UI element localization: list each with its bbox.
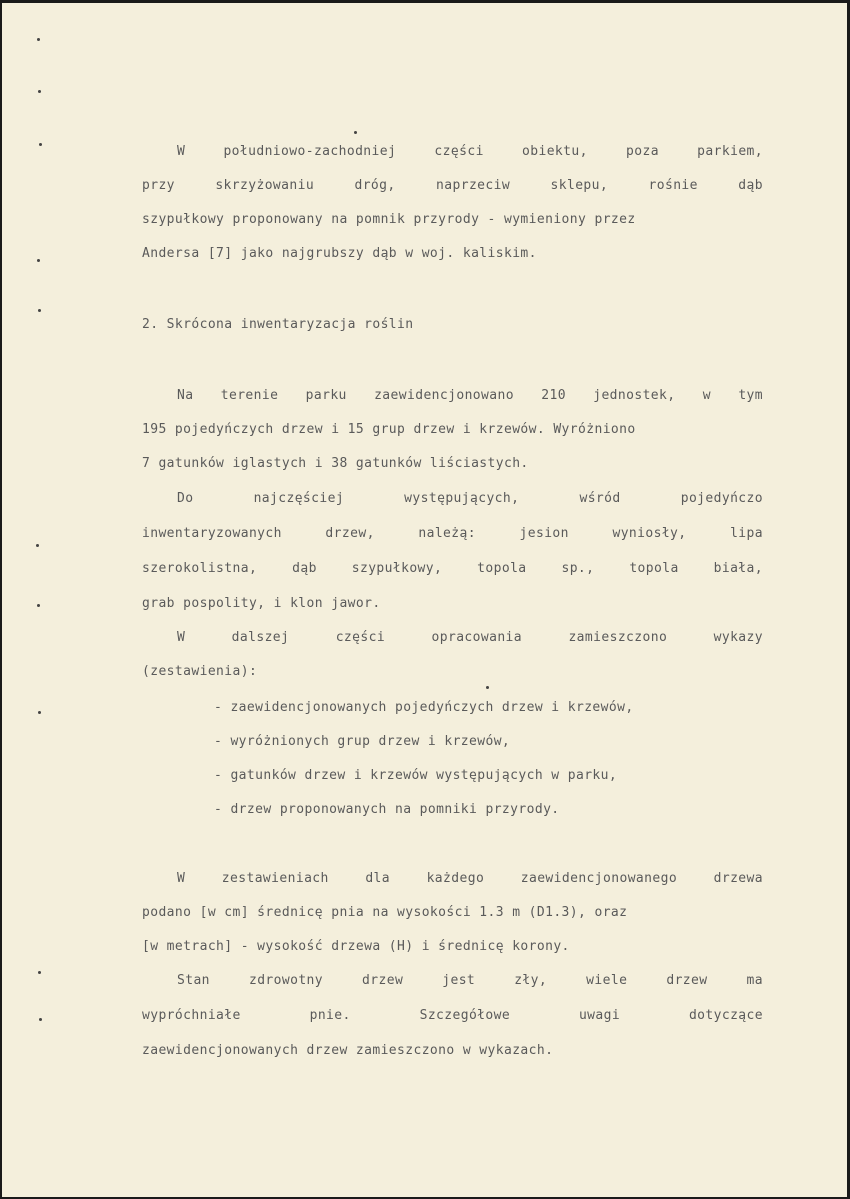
paragraph-5-line-1: W zestawieniach dla każdego zaewidencjonowanego drzewa	[177, 871, 763, 886]
paragraph-1-line-2: przy skrzyżowaniu dróg, naprzeciw sklepu, rośnie dąb	[142, 178, 763, 193]
paragraph-3-line-2: inwentaryzowanych drzew, należą: jesion wyniosły, lipa	[142, 526, 763, 541]
paragraph-5-line-2: podano [w cm] średnicę pnia na wysokości 1.3 m (D1.3), oraz	[142, 905, 628, 920]
scan-speck	[39, 1018, 42, 1021]
document-page	[2, 3, 847, 1197]
paragraph-5-line-3: [w metrach] - wysokość drzewa (H) i średnicę korony.	[142, 939, 570, 954]
scan-speck	[354, 131, 357, 134]
paragraph-6-line-1: Stan zdrowotny drzew jest zły, wiele drzew ma	[177, 973, 763, 988]
scan-speck	[38, 90, 41, 93]
paragraph-1-line-3: szypułkowy proponowany na pomnik przyrody - wymieniony przez	[142, 212, 636, 227]
paragraph-3-line-4: grab pospolity, i klon jawor.	[142, 596, 381, 611]
paragraph-1-line-1: W południowo-zachodniej części obiektu, poza parkiem,	[177, 144, 763, 159]
scan-speck	[38, 971, 41, 974]
list-item: - drzew proponowanych na pomniki przyrody.	[214, 802, 560, 817]
scan-speck	[486, 686, 489, 689]
list-item: - zaewidencjonowanych pojedyńczych drzew i krzewów,	[214, 700, 634, 715]
scan-speck	[37, 38, 40, 41]
paragraph-1-line-4: Andersa [7] jako najgrubszy dąb w woj. kaliskim.	[142, 246, 537, 261]
scan-speck	[39, 143, 42, 146]
paragraph-2-line-1: Na terenie parku zaewidencjonowano 210 jednostek, w tym	[177, 388, 763, 403]
scan-speck	[38, 711, 41, 714]
paragraph-2-line-2: 195 pojedyńczych drzew i 15 grup drzew i krzewów. Wyróżniono	[142, 422, 636, 437]
scan-speck	[37, 604, 40, 607]
paragraph-2-line-3: 7 gatunków iglastych i 38 gatunków liściastych.	[142, 456, 529, 471]
scan-speck	[36, 544, 39, 547]
list-item: - gatunków drzew i krzewów występujących w parku,	[214, 768, 618, 783]
scan-speck	[37, 259, 40, 262]
paragraph-6-line-2: wypróchniałe pnie. Szczegółowe uwagi dotyczące	[142, 1008, 763, 1023]
paragraph-4-line-2: (zestawienia):	[142, 664, 258, 679]
section-heading: 2. Skrócona inwentaryzacja roślin	[142, 317, 414, 332]
scan-speck	[38, 309, 41, 312]
paragraph-3-line-3: szerokolistna, dąb szypułkowy, topola sp., topola biała,	[142, 561, 763, 576]
list-item: - wyróżnionych grup drzew i krzewów,	[214, 734, 511, 749]
paragraph-4-line-1: W dalszej części opracowania zamieszczono wykazy	[177, 630, 763, 645]
paragraph-6-line-3: zaewidencjonowanych drzew zamieszczono w wykazach.	[142, 1043, 554, 1058]
paragraph-3-line-1: Do najczęściej występujących, wśród pojedyńczo	[177, 491, 763, 506]
